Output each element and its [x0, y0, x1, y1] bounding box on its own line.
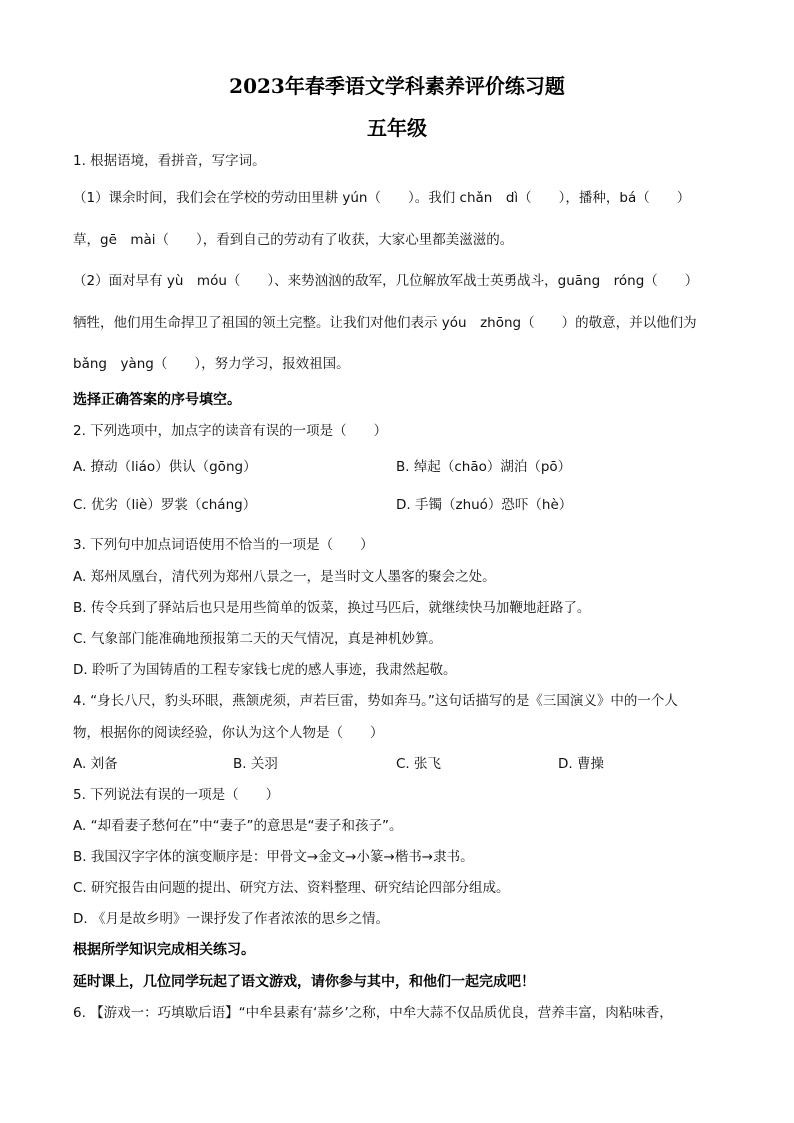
q2-stem: 2. 下列选项中，加点字的读音有误的一项是（ ） [73, 423, 388, 439]
q1-part2-line3: bǎng yàng（ ），努力学习，报效祖国。 [73, 356, 350, 372]
q3-option-b: B. 传令兵到了驿站后也只是用些简单的饭菜，换过马匹后，就继续快马加鞭地赶路了。 [73, 600, 591, 616]
q3-stem: 3. 下列句中加点词语使用不恰当的一项是（ ） [73, 537, 374, 553]
q4-option-d: D. 曹操 [558, 756, 604, 772]
q2-option-d: D. 手镯（zhuó）恐吓（hè） [396, 497, 573, 513]
q4-option-b: B. 关羽 [233, 756, 278, 772]
q4-option-a: A. 刘备 [73, 756, 118, 772]
section-heading-choice: 选择正确答案的序号填空。 [73, 392, 241, 408]
q5-stem: 5. 下列说法有误的一项是（ ） [73, 787, 280, 803]
q6-stem: 6. 【游戏一：巧填歇后语】“中牟县素有‘蒜乡’之称，中牟大蒜不仅品质优良，营养丰富，肉粘味香， [73, 1005, 673, 1021]
paper-title: 2023年春季语文学科素养评价练习题 [229, 74, 565, 98]
q1-part1-line2: 草，gē mài（ ），看到自己的劳动有了收获，大家心里都美滋滋的。 [73, 232, 514, 248]
section-heading-game: 延时课上，几位同学玩起了语文游戏，请你参与其中，和他们一起完成吧！ [73, 974, 535, 990]
q1-part1-line1: （1）课余时间，我们会在学校的劳动田里耕 yún（ ）。我们 chǎn dì（ ），播种，bá（ ） [73, 190, 691, 206]
q1-part2-line1: （2）面对早有 yù móu（ ）、来势汹汹的敌军，几位解放军战士英勇战斗，guāng róng（ ） [73, 273, 699, 289]
q5-option-d: D. 《月是故乡明》一课抒发了作者浓浓的思乡之情。 [73, 911, 389, 927]
q4-option-c: C. 张飞 [396, 756, 442, 772]
q3-option-a: A. 郑州凤凰台，清代列为郑州八景之一，是当时文人墨客的聚会之处。 [73, 569, 496, 585]
q5-option-a: A. “却看妻子愁何在”中“妻子”的意思是“妻子和孩子”。 [73, 818, 403, 834]
q5-option-c: C. 研究报告由问题的提出、研究方法、资料整理、研究结论四部分组成。 [73, 880, 510, 896]
q1-part2-line2: 牺牲，他们用生命捍卫了祖国的领土完整。让我们对他们表示 yóu zhōng（ ）的敬意，并以他们为 [73, 315, 697, 331]
q3-option-c: C. 气象部门能准确地预报第二天的天气情况，真是神机妙算。 [73, 631, 443, 647]
q2-option-c: C. 优劣（liè）罗裳（cháng） [73, 497, 257, 513]
q4-stem-line1: 4. “身长八尺，豹头环眼，燕颔虎须，声若巨雷，势如奔马。”这句话描写的是《三国演义》中的一个人 [73, 693, 678, 709]
q1-stem: 1. 根据语境，看拼音，写字词。 [73, 153, 266, 169]
grade-heading: 五年级 [367, 116, 427, 140]
q2-option-b: B. 绰起（chāo）湖泊（pō） [396, 459, 572, 475]
section-heading-knowledge: 根据所学知识完成相关练习。 [73, 942, 255, 958]
q2-option-a: A. 撩动（liáo）供认（gōng） [73, 459, 257, 475]
q4-stem-line2: 物，根据你的阅读经验，你认为这个人物是（ ） [73, 725, 384, 741]
q5-option-b: B. 我国汉字字体的演变顺序是：甲骨文→金文→小篆→楷书→隶书。 [73, 849, 474, 865]
q3-option-d: D. 聆听了为国铸盾的工程专家钱七虎的感人事迹，我肃然起敬。 [73, 662, 457, 678]
